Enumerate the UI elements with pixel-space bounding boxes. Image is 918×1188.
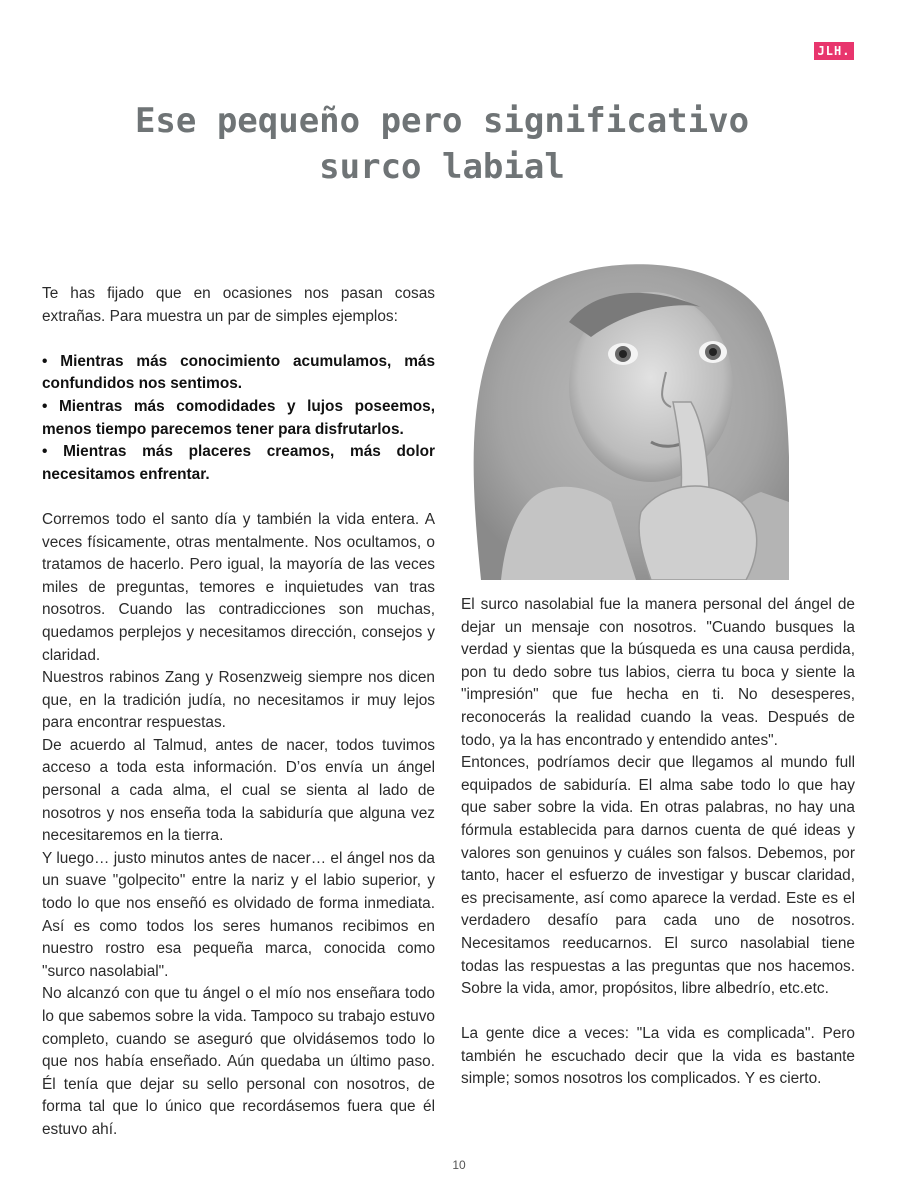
- title-line-2: surco labial: [319, 147, 565, 187]
- body-paragraph: Corremos todo el santo día y también la vida entera. A veces físicamente, otras mentalmente. Nos ocultamos, o tratamos de hacerlo. Pero igual, la mayoría de las veces miles de preguntas, temores e inquietudes van tras nosotros. Cuando las contradicciones son muchas, quedamos perplejos y necesitamos dirección, consejos y claridad.: [42, 510, 435, 664]
- paragraph-spacer: [42, 328, 435, 351]
- article-title: [0, 98, 884, 190]
- title-line-1: Ese pequeño pero significativo: [134, 101, 750, 141]
- body-paragraph: Entonces, podríamos decir que llegamos al mundo full equipados de sabiduría. El alma sabe todo lo que hay que saber sobre la vida. En otras palabras, no hay una fórmula establecida para darnos cuenta de qué ideas y valores son genuinos y cuáles son falsos. Debemos, por tanto, hacer el esfuerzo de investigar y buscar claridad, es precisamente, así como aparece la verdad. Este es el verdadero desafío para cada uno de nosotros. Necesitamos reeducarnos. El surco nasolabial tiene todas las respuestas a las preguntas que nos hacemos. Sobre la vida, amor, propósitos, libre albedrío, etc.etc.: [461, 754, 855, 998]
- bullet-item: • Mientras más comodidades y lujos poseemos, menos tiempo parecemos tener para disfrutarlos.: [42, 397, 435, 438]
- paragraph-spacer: [461, 1001, 855, 1024]
- right-text-column: [461, 594, 855, 1091]
- body-paragraph: Nuestros rabinos Zang y Rosenzweig siempre nos dicen que, en la tradición judía, no necesitamos ir muy lejos para encontrar respuestas.: [42, 669, 435, 732]
- body-paragraph: Te has fijado que en ocasiones nos pasan cosas extrañas. Para muestra un par de simples ejemplos:: [42, 285, 435, 325]
- body-paragraph: El surco nasolabial fue la manera personal del ángel de dejar un mensaje con nosotros. "Cuando busques la verdad y sientas que la búsqueda es una causa perdida, pon tu dedo sobre tus labios, cierra tu boca y siente la "impresión" que fue hecha en ti. No desesperes, reconocerás la realidad cuando la veas. Después de todo, ya la has encontrado y entendido antes".: [461, 596, 855, 749]
- child-finger-on-lips-photo: [461, 252, 789, 580]
- body-paragraph: De acuerdo al Talmud, antes de nacer, todos tuvimos acceso a toda esta información. D’os envía un ángel personal a cada alma, el cual se sienta al lado de nosotros y nos enseña toda la sabiduría que alguna vez necesitaremos en la tierra.: [42, 736, 435, 845]
- body-paragraph: No alcanzó con que tu ángel o el mío nos enseñara todo lo que sabemos sobre la vida. Tampoco su trabajo estuvo completo, cuando se aseguró que olvidásemos todo lo que nos había enseñado. Aún quedaba un último paso. Él tenía que dejar su sello personal con nosotros, de forma tal que lo único que recordásemos fuera que él estuvo ahí.: [42, 985, 435, 1138]
- body-paragraph: La gente dice a veces: "La vida es complicada". Pero también he escuchado decir que la vida es bastante simple; somos nosotros los complicados. Y es cierto.: [461, 1025, 855, 1088]
- page-number: 10: [452, 1158, 466, 1172]
- bullet-item: • Mientras más conocimiento acumulamos, más confundidos nos sentimos.: [42, 352, 435, 393]
- bullet-item: • Mientras más placeres creamos, más dolor necesitamos enfrentar.: [42, 443, 435, 483]
- left-text-column: [42, 283, 435, 1142]
- paragraph-spacer: [42, 486, 435, 509]
- brand-logo: JLH.: [814, 42, 854, 60]
- body-paragraph: Y luego… justo minutos antes de nacer… el ángel nos da un suave "golpecito" entre la nariz y el labio superior, y todo lo que nos enseñó es olvidado de forma inmediata. Así es como todos los seres humanos recibimos en nuestro rostro esa pequeña marca, conocida como "surco nasolabial".: [42, 849, 435, 980]
